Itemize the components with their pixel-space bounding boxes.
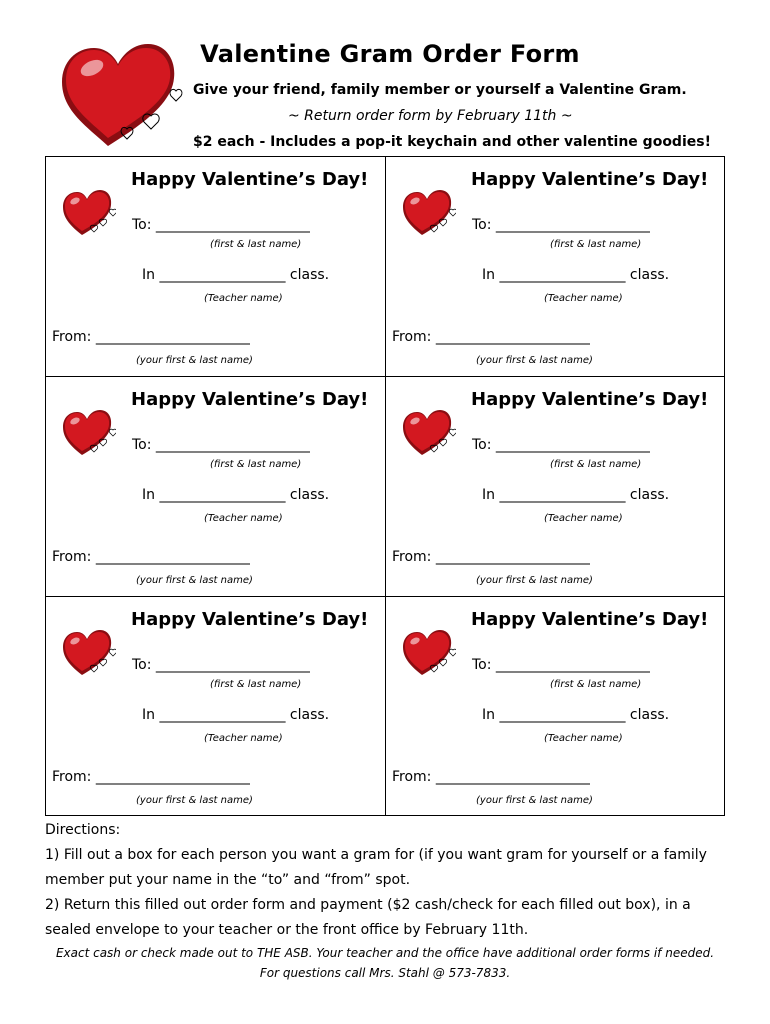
directions-step1: 1) Fill out a box for each person you want a gram for (if you want gram for yourself or a family	[45, 847, 707, 863]
directions-label: Directions:	[45, 822, 121, 838]
payment-note: Exact cash or check made out to THE ASB. Your teacher and the office have additional order forms if needed.	[55, 946, 715, 960]
price-line: $2 each - Includes a pop-it keychain and other valentine goodies!	[193, 134, 711, 150]
to-caption: (first & last name)	[550, 459, 642, 470]
to-field[interactable]: To: ______________________	[472, 217, 650, 233]
heart-icon	[400, 187, 456, 239]
class-field[interactable]: In __________________ class.	[142, 267, 330, 283]
order-card	[385, 596, 725, 816]
to-field[interactable]: To: ______________________	[472, 437, 650, 453]
to-caption: (first & last name)	[210, 679, 302, 690]
to-caption: (first & last name)	[210, 459, 302, 470]
intro-line: Give your friend, family member or yourself a Valentine Gram.	[193, 82, 687, 98]
to-caption: (first & last name)	[550, 679, 642, 690]
from-caption: (your first & last name)	[476, 575, 593, 586]
card-heading: Happy Valentine’s Day!	[471, 389, 709, 410]
heart-icon	[60, 627, 116, 679]
class-caption: (Teacher name)	[544, 733, 623, 744]
contact-note: For questions call Mrs. Stahl @ 573-7833.	[259, 966, 511, 980]
directions-step1-cont: member put your name in the “to” and “from” spot.	[45, 872, 411, 888]
class-field[interactable]: In __________________ class.	[482, 487, 670, 503]
directions-step2-cont: sealed envelope to your teacher or the front office by February 11th.	[45, 922, 529, 938]
from-caption: (your first & last name)	[136, 795, 253, 806]
class-field[interactable]: In __________________ class.	[142, 487, 330, 503]
class-field[interactable]: In __________________ class.	[482, 267, 670, 283]
class-field[interactable]: In __________________ class.	[482, 707, 670, 723]
heart-icon	[400, 627, 456, 679]
heart-icon	[60, 407, 116, 459]
page-title: Valentine Gram Order Form	[200, 40, 580, 68]
class-caption: (Teacher name)	[204, 513, 283, 524]
to-caption: (first & last name)	[210, 239, 302, 250]
heart-icon	[60, 187, 116, 239]
class-caption: (Teacher name)	[204, 733, 283, 744]
order-card	[385, 157, 725, 376]
from-field[interactable]: From: ______________________	[392, 329, 590, 345]
card-heading: Happy Valentine’s Day!	[131, 169, 369, 190]
to-field[interactable]: To: ______________________	[132, 657, 310, 673]
from-caption: (your first & last name)	[136, 355, 253, 366]
class-caption: (Teacher name)	[204, 293, 283, 304]
from-field[interactable]: From: ______________________	[392, 769, 590, 785]
from-caption: (your first & last name)	[136, 575, 253, 586]
card-heading: Happy Valentine’s Day!	[131, 389, 369, 410]
order-grid	[45, 156, 725, 816]
class-caption: (Teacher name)	[544, 513, 623, 524]
directions-step2: 2) Return this filled out order form and payment ($2 cash/check for each filled out box), in a	[45, 897, 691, 913]
class-caption: (Teacher name)	[544, 293, 623, 304]
card-heading: Happy Valentine’s Day!	[471, 609, 709, 630]
card-heading: Happy Valentine’s Day!	[131, 609, 369, 630]
order-card	[46, 596, 385, 816]
to-field[interactable]: To: ______________________	[132, 437, 310, 453]
deadline-line: ~ Return order form by February 11th ~	[288, 108, 573, 124]
heart-icon	[400, 407, 456, 459]
order-card	[46, 157, 385, 376]
card-heading: Happy Valentine’s Day!	[471, 169, 709, 190]
from-field[interactable]: From: ______________________	[52, 329, 250, 345]
to-field[interactable]: To: ______________________	[472, 657, 650, 673]
from-field[interactable]: From: ______________________	[392, 549, 590, 565]
order-card	[385, 376, 725, 596]
from-field[interactable]: From: ______________________	[52, 769, 250, 785]
to-field[interactable]: To: ______________________	[132, 217, 310, 233]
from-caption: (your first & last name)	[476, 795, 593, 806]
order-card	[46, 376, 385, 596]
heart-logo-icon	[56, 38, 186, 150]
from-field[interactable]: From: ______________________	[52, 549, 250, 565]
to-caption: (first & last name)	[550, 239, 642, 250]
class-field[interactable]: In __________________ class.	[142, 707, 330, 723]
from-caption: (your first & last name)	[476, 355, 593, 366]
